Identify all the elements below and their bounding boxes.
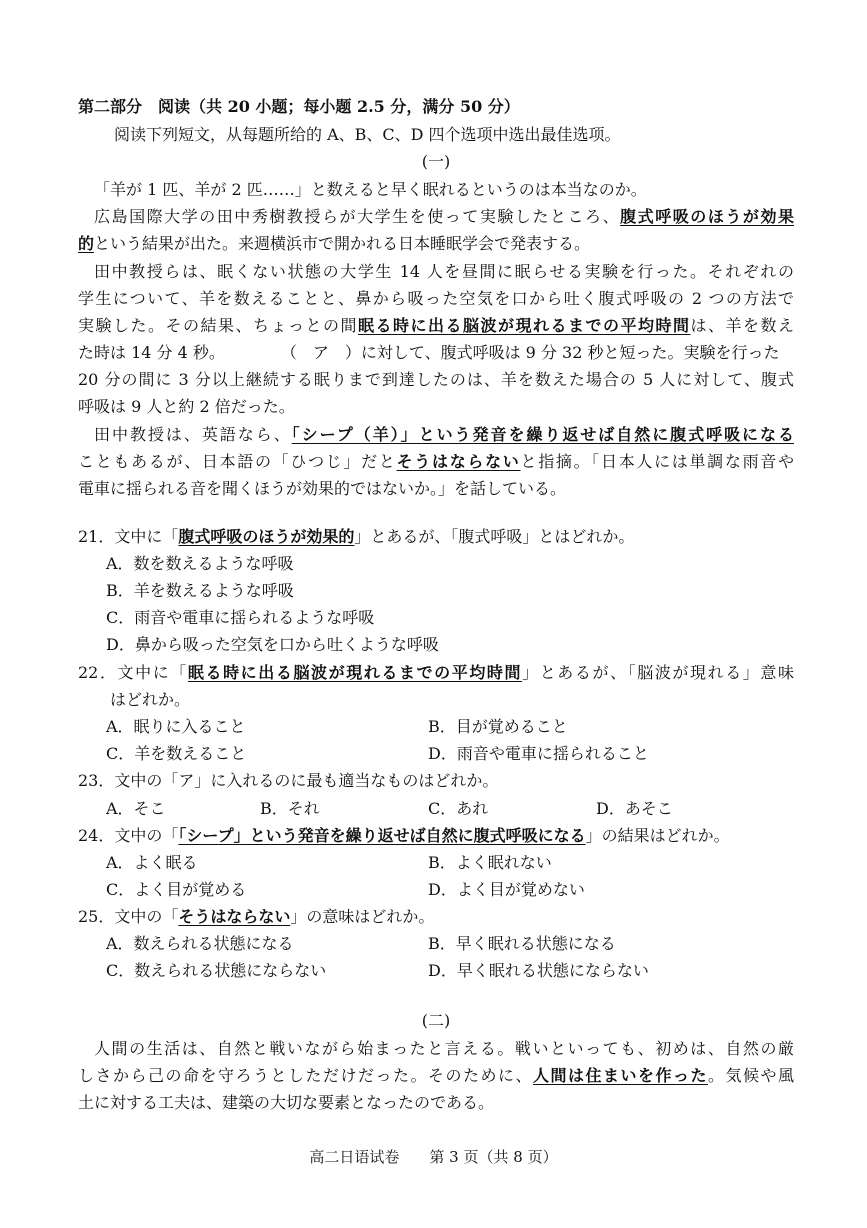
text-span: 。気候や風	[707, 1066, 794, 1085]
underlined-phrase: 「シープ」という発音を繰り返せば自然に腹式呼吸になる	[178, 826, 586, 845]
question-25	[78, 903, 794, 930]
text-span: しさから己の命を守ろうとしただけだった。そのために、	[78, 1066, 533, 1085]
q25-option-a[interactable]: A．数えられる状態になる	[106, 934, 294, 953]
passage1-paragraph-3-line-2: 学生について、羊を数えることと、鼻から吸った空気を口から吐く腹式呼吸の 2 つの方法で	[78, 289, 794, 308]
question-number: 21．文中に「	[78, 527, 179, 546]
q23-option-a[interactable]: A．そこ	[106, 799, 166, 818]
q23-option-c[interactable]: C．あれ	[428, 799, 489, 818]
passage1-paragraph-4-line-2	[78, 448, 794, 475]
passage1-paragraph-3-line-6: 呼吸は 9 人と約 2 倍だった。	[78, 397, 295, 416]
underlined-phrase: 腹式呼吸のほうが効果的	[178, 527, 355, 546]
underlined-phrase: 眠る時に出る脳波が現れるまでの平均時間	[357, 316, 691, 335]
question-24	[78, 822, 798, 849]
q22-option-d[interactable]: D．雨音や電車に揺られること	[428, 744, 649, 763]
passage1-paragraph-2-line-1	[94, 203, 794, 230]
question-23: 23．文中の「ア」に入れるのに最も適当なものはどれか。	[78, 771, 499, 790]
passage1-paragraph-3-line-1: 田中教授らは、眠くない状態の大学生 14 人を昼間に眠らせる実験を行った。それぞれの	[94, 262, 794, 281]
question-number: 22．文中に「	[78, 663, 188, 682]
passage2-line-2	[78, 1062, 794, 1089]
q22-option-b[interactable]: B．目が覚めること	[428, 717, 568, 736]
q25-option-d[interactable]: D．早く眠れる状態にならない	[428, 961, 649, 980]
underlined-phrase: 腹式呼吸のほうが効果	[620, 207, 794, 226]
passage1-heading: (一)	[421, 152, 451, 171]
underlined-phrase: 的	[78, 234, 95, 253]
q21-option-c[interactable]: C．雨音や電車に揺られるような呼吸	[106, 608, 375, 627]
q24-option-a[interactable]: A．よく眠る	[106, 853, 198, 872]
underlined-phrase: そうはならない	[178, 907, 291, 926]
question-22-continuation: はどれか。	[110, 690, 191, 709]
underlined-phrase: 人間は住まいを作った	[532, 1066, 708, 1085]
question-number: 24．文中の「	[78, 826, 179, 845]
passage1-paragraph-1: 「羊が 1 匹、羊が 2 匹……」と数えると早く眠れるというのは本当なのか。	[94, 180, 647, 199]
q24-option-c[interactable]: C．よく目が覚める	[106, 880, 247, 899]
q24-option-b[interactable]: B．よく眠れない	[428, 853, 552, 872]
text-span: 」とあるが、「脳波が現れる」意味	[522, 663, 794, 682]
passage1-paragraph-3-line-5: 20 分の間に 3 分以上継続する眠りまで到達したのは、羊を数えた場合の 5 人に対して、腹式	[78, 370, 794, 389]
text-span: た時は 14 分 4 秒。	[78, 343, 225, 362]
section-title: 第二部分 阅读（共 20 小题；每小题 2.5 分，满分 50 分）	[78, 97, 520, 116]
q22-option-c[interactable]: C．羊を数えること	[106, 744, 247, 763]
q25-option-c[interactable]: C．数えられる状態にならない	[106, 961, 327, 980]
text-span: と指摘。「日本人には単調な雨音や	[520, 452, 794, 471]
text-span: 田中教授は、英語なら、	[94, 425, 292, 444]
text-span: 実験した。その結果、ちょっとの間	[78, 316, 358, 335]
question-22	[78, 659, 794, 686]
passage1-paragraph-3-line-3	[78, 312, 794, 339]
underlined-phrase: 「シープ（羊）」という発音を繰り返せば自然に腹式呼吸になる	[291, 425, 794, 444]
passage2-heading: (二)	[421, 1011, 451, 1030]
q23-option-b[interactable]: B．それ	[260, 799, 320, 818]
text-span: こともあるが、日本語の「ひつじ」だと	[78, 452, 397, 471]
page-footer: 高二日语试卷 第 3 页（共 8 页）	[309, 1148, 558, 1166]
question-21	[78, 523, 794, 550]
q25-option-b[interactable]: B．早く眠れる状態になる	[428, 934, 616, 953]
question-number: 25．文中の「	[78, 907, 179, 926]
section-instruction: 阅读下列短文，从每题所给的 A、B、C、D 四个选项中选出最佳选项。	[114, 125, 621, 144]
text-span: に対して、腹式呼吸は 9 分 32 秒と短った。実験を行った	[360, 343, 780, 362]
blank-a: （ ア ）	[280, 343, 361, 362]
underlined-phrase: そうはならない	[396, 452, 521, 471]
passage1-paragraph-3-line-4	[78, 339, 794, 366]
q21-option-a[interactable]: A．数を数えるような呼吸	[106, 554, 294, 573]
passage1-paragraph-2-line-2	[78, 230, 794, 257]
text-span: は、羊を数え	[690, 316, 794, 335]
q21-option-d[interactable]: D．鼻から吸った空気を口から吐くような呼吸	[106, 635, 439, 654]
q24-option-d[interactable]: D．よく目が覚めない	[428, 880, 585, 899]
underlined-phrase: 眠る時に出る脳波が現れるまでの平均時間	[187, 663, 523, 682]
text-span: 」の意味はどれか。	[290, 907, 435, 926]
q21-option-b[interactable]: B．羊を数えるような呼吸	[106, 581, 294, 600]
text-span: 広島国際大学の田中秀樹教授らが大学生を使って実験したところ、	[94, 207, 621, 226]
text-span: という結果が出た。来週横浜市で開かれる日本睡眠学会で発表する。	[94, 234, 591, 253]
q22-option-a[interactable]: A．眠りに入ること	[106, 717, 246, 736]
q23-option-d[interactable]: D．あそこ	[596, 799, 673, 818]
passage1-paragraph-4-line-3: 電車に揺られる音を聞くほうが効果的ではないか。」を話している。	[78, 479, 567, 498]
text-span: 」とあるが、「腹式呼吸」とはどれか。	[354, 527, 635, 546]
passage2-line-1: 人間の生活は、自然と戦いながら始まったと言える。戦いといっても、初めは、自然の厳	[94, 1039, 794, 1058]
passage2-line-3: 土に対する工夫は、建築の大切な要素となったのである。	[78, 1093, 495, 1112]
text-span: 」の結果はどれか。	[585, 826, 730, 845]
passage1-paragraph-4-line-1	[94, 421, 794, 448]
